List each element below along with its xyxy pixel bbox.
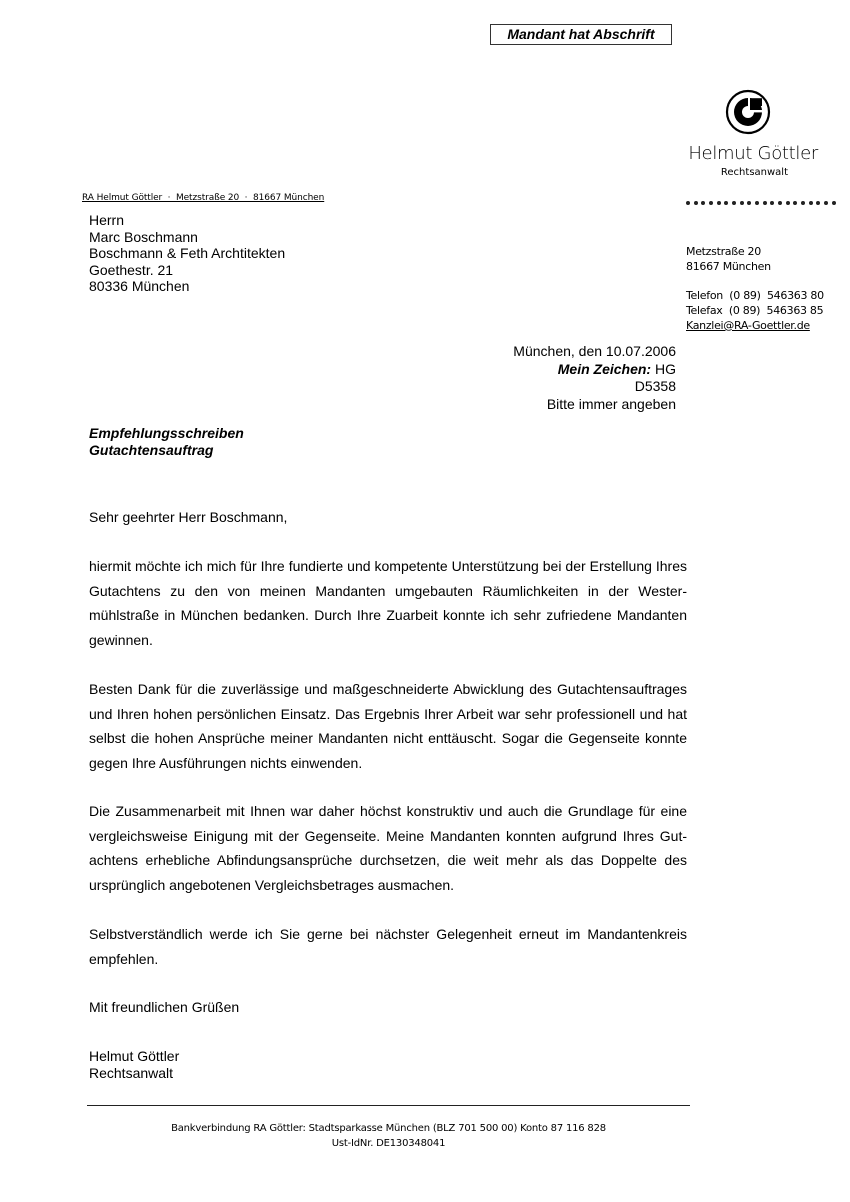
dot-icon <box>717 201 721 205</box>
recipient-name: Marc Boschmann <box>89 228 198 245</box>
footer-divider <box>87 1105 690 1106</box>
dot-icon <box>694 201 698 205</box>
date-reference-block <box>440 343 676 413</box>
letterhead-title: Rechtsanwalt <box>720 167 788 178</box>
letter-date: München, den 10.07.2006 <box>513 343 676 359</box>
dot-icon <box>686 201 690 205</box>
dot-icon <box>755 201 759 205</box>
dot-icon <box>740 201 744 205</box>
dot-icon <box>701 201 705 205</box>
signature-title: Rechtsanwalt <box>89 1065 174 1081</box>
contact-block <box>686 244 824 333</box>
salutation: Sehr geehrter Herr Boschmann, <box>89 509 288 525</box>
dot-icon <box>724 201 728 205</box>
dot-icon <box>770 201 774 205</box>
footer <box>87 1121 690 1151</box>
g-circle-logo-icon <box>725 89 771 135</box>
dot-icon <box>786 201 790 205</box>
reference-note: Bitte immer angeben <box>546 395 676 412</box>
body-paragraph: Die Zusammenarbeit mit Ihnen war daher höchst konstruktiv und auch die Grundlage für eine vergleichsweise Einigung mit der Gegenseite. Meine Mandanten konnten aufgrund Ihres Gutachtens erhebliche Abfindungsansprüche durchsetzen, die weit mehr als das Doppelte des ursprünglich angebotenen Vergleichsbetrages ausmachen. <box>89 803 687 893</box>
dot-icon <box>832 201 836 205</box>
subject-line-2: Gutachtensauftrag <box>89 441 214 458</box>
dot-icon <box>809 201 813 205</box>
dot-icon <box>732 201 736 205</box>
sender-return-address: RA Helmut Göttler · Metzstraße 20 · 81667 München <box>82 193 325 203</box>
dot-icon <box>793 201 797 205</box>
recipient-city: 80336 München <box>89 278 190 294</box>
recipient-address <box>89 212 285 295</box>
dot-icon <box>824 201 828 205</box>
dot-icon <box>747 201 751 205</box>
dotted-divider <box>686 201 836 209</box>
footer-bank-details: Bankverbindung RA Göttler: Stadtsparkasse München (BLZ 701 500 00) Konto 87 116 828 <box>171 1123 606 1134</box>
dot-icon <box>816 201 820 205</box>
dot-icon <box>763 201 767 205</box>
reference-line <box>440 361 676 379</box>
recipient-salutation: Herrn <box>89 212 125 228</box>
dot-icon <box>709 201 713 205</box>
dot-icon <box>801 201 805 205</box>
signature-name: Helmut Göttler <box>89 1048 180 1064</box>
closing-phrase: Mit freundlichen Grüßen <box>89 999 240 1015</box>
subject-line-1: Empfehlungsschreiben <box>89 425 244 441</box>
body-paragraph: hiermit möchte ich mich für Ihre fundierte und kompetente Unterstützung bei der Erstellung Ihres Gutachtens zu den von meinen Mandanten umgebauten Räumlichkeiten in der Westermühlstraße in München bedanken. Durch Ihre Zuarbeit konnte ich sehr zufriedene Mandanten gewinnen. <box>89 558 687 648</box>
recipient-street: Goethestr. 21 <box>89 261 174 278</box>
reference-value: HG <box>655 360 676 377</box>
subject-block <box>89 425 244 458</box>
contact-street: Metzstraße 20 <box>686 245 761 258</box>
dot-icon <box>778 201 782 205</box>
contact-email-link[interactable]: Kanzlei@RA-Goettler.de <box>686 319 810 332</box>
reference-code: D5358 <box>634 378 676 394</box>
contact-city: 81667 München <box>686 260 771 273</box>
body-paragraph: Besten Dank für die zuverlässige und maßgeschneiderte Abwicklung des Gutachtensauftrages und Ihren hohen persönlichen Einsatz. Das Ergebnis Ihrer Arbeit war sehr professionell und hat selbst die hohen Ansprüche meiner Mandanten nicht enttäuscht. Sogar die Gegenseite konnte gegen Ihre Ausführungen nichts einwenden. <box>89 681 687 771</box>
copy-notice-stamp: Mandant hat Abschrift <box>490 24 672 45</box>
letterhead-name: Helmut Göttler <box>688 143 818 164</box>
signature-block <box>89 1048 179 1082</box>
footer-vat-id: Ust-IdNr. DE130348041 <box>331 1138 446 1149</box>
contact-phone: Telefon (0 89) 546363 80 <box>686 289 824 302</box>
body-paragraph: Selbstverständlich werde ich Sie gerne bei nächster Gelegenheit erneut im Mandantenkreis empfehlen. <box>89 926 687 967</box>
contact-fax: Telefax (0 89) 546363 85 <box>686 304 824 317</box>
reference-label: Mein Zeichen: <box>557 360 652 377</box>
recipient-company: Boschmann & Feth Archtitekten <box>89 245 286 261</box>
